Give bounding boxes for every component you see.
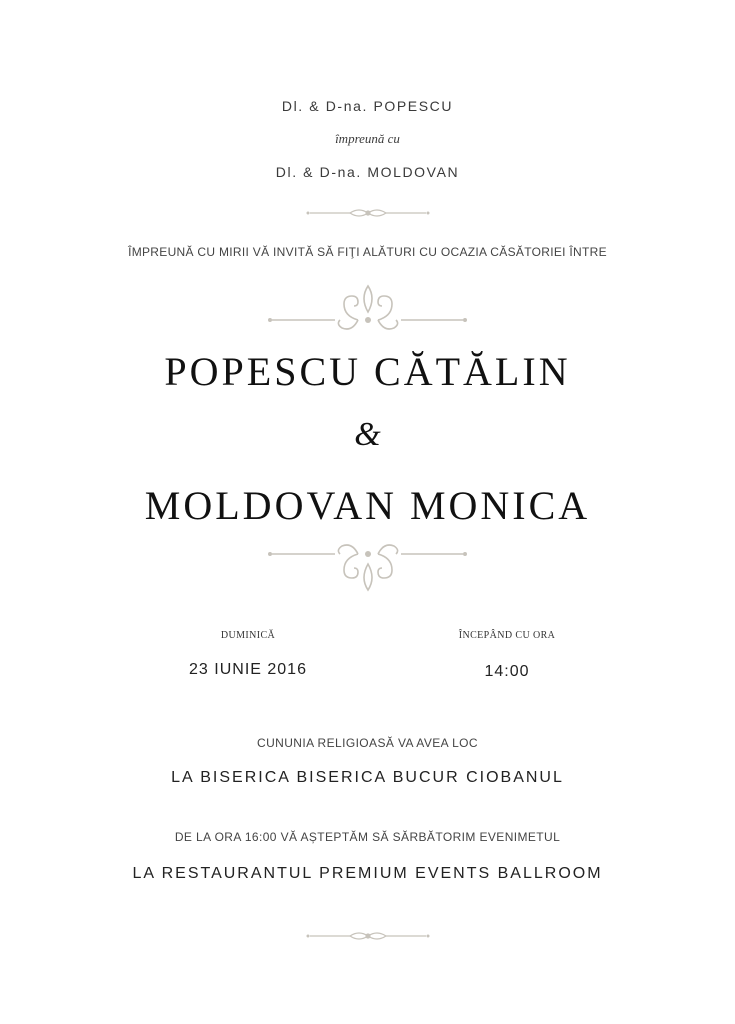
flourish-ornament-bottom <box>0 540 735 596</box>
ampersand: & <box>354 416 381 453</box>
bride-name: MOLDOVAN MONICA <box>144 483 591 528</box>
party-place: LA RESTAURANTUL PREMIUM EVENTS BALLROOM <box>132 865 603 882</box>
time-value: 14:00 <box>484 663 530 680</box>
groom-name: POPESCU CĂTĂLIN <box>164 349 571 394</box>
time-label: ÎNCEPÂND CU ORA <box>458 630 556 641</box>
date-label: DUMINICĂ <box>220 630 276 641</box>
together-with-text: împreună cu <box>335 131 400 146</box>
invitation-text: ÎMPREUNĂ CU MIRII VĂ INVITĂ SĂ FIŢI ALĂTURI CU OCAZIA CĂSĂTORIEI ÎNTRE <box>128 245 607 259</box>
bride-parents: Dl. & D-na. MOLDOVAN <box>275 164 460 180</box>
date-value: 23 IUNIE 2016 <box>189 661 307 678</box>
party-text: DE LA ORA 16:00 VĂ AȘTEPTĂM SĂ SĂRBĂTORIM EVENIMETUL <box>174 830 561 844</box>
ceremony-text: CUNUNIA RELIGIOASĂ VA AVEA LOC <box>257 736 478 750</box>
flourish-ornament-top <box>0 282 735 338</box>
divider-ornament-bottom <box>0 928 735 944</box>
groom-parents: Dl. & D-na. POPESCU <box>281 98 454 114</box>
ceremony-place: LA BISERICA BISERICA BUCUR CIOBANUL <box>171 769 564 786</box>
divider-ornament-top <box>0 205 735 221</box>
